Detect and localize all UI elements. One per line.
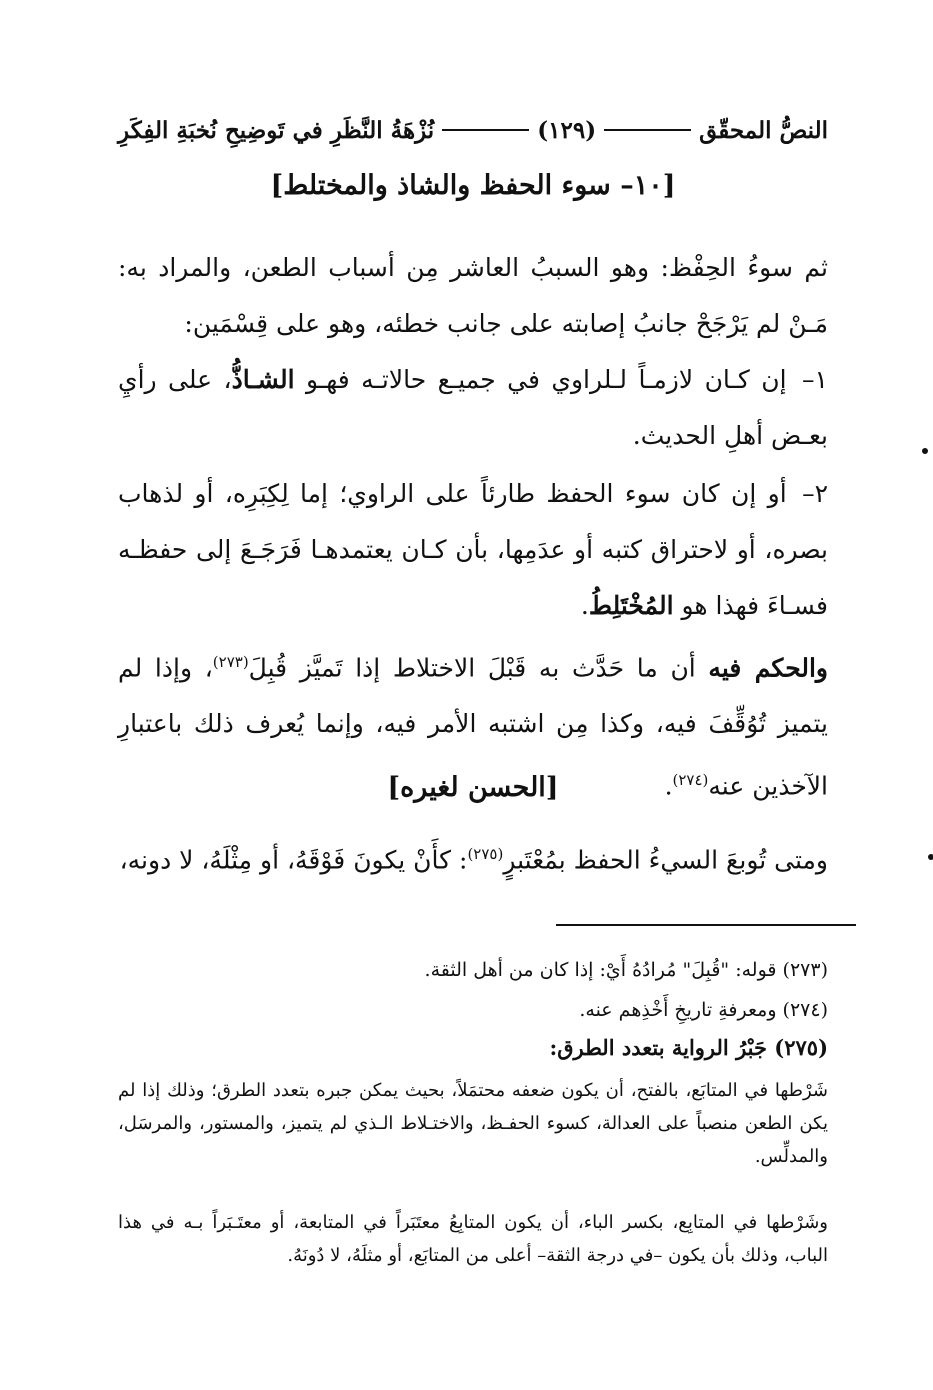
list-number: ٢– xyxy=(802,479,828,508)
footnote-note: شَرْطها في المتابَع، بالفتح، أن يكون ضعفه محتمَلاً، بحيث يمكن جبره بتعدد الطرق؛ وذلك إذا لم يكن الطعن منصباً على العدالة، كسوء الحفـظ، والاختـلاط الـذي لم يتميز، والمستور، والمرسَل، والمدلِّس. xyxy=(118,1080,828,1167)
list-item xyxy=(118,466,828,634)
section-heading: [١٠– سوء الحفظ والشاذ والمختلط] xyxy=(270,170,676,201)
footnote-note: وشَرْطها في المتابِع، بكسر الباء، أن يكون المتابِعُ معتَبَراً في المتابعة، أو معتَـبَراً بـه في هذا الباب، وذلك بأن يكون –في درجة الثقة– أعلى من المتابَع، أو مثلَهُ، لا دُونَهُ. xyxy=(118,1212,828,1266)
scan-mark xyxy=(928,854,933,860)
text-run: ، على رأيِ بعـض أهلِ الحديث. xyxy=(118,365,828,450)
text-run: ومتى تُوبعَ السيءُ الحفظ بمُعْتَبرٍ xyxy=(503,845,828,875)
text-run: : كأَنْ يكونَ فَوْقَهُ، أو مِثْلَهُ، لا دونه، xyxy=(119,845,468,875)
text-run: . xyxy=(664,771,673,801)
section-heading: [الحسن لغيره] xyxy=(387,772,559,803)
footnote-heading: (٢٧٥) جَبْرُ الرواية بتعدد الطرق: xyxy=(549,1035,828,1060)
bold-term: والحكم فيه xyxy=(708,653,828,683)
footnote: (٢٧٤) ومعرفةِ تاريخِ أَخْذِهم عنه. xyxy=(579,999,828,1021)
header-book-title: نُزْهَةُ النَّظَرِ في تَوضِيحِ نُخبَةِ الفِكَرِ xyxy=(118,116,435,144)
scan-mark xyxy=(922,448,928,454)
footnote-ref[interactable]: (٢٧٣) xyxy=(212,653,249,671)
bold-term: الشـاذُّ xyxy=(231,365,295,394)
text-run: أو إن كان سوء الحفظ طارئاً على الراوي؛ إما لِكِبَرِه، أو لذهاب بصره، أو لاحتراق كتبه أو عدَمِها، بأن كـان يعتمدهـا فَرَجَـعَ إلى حفظـه فسـاءَ فهذا هو xyxy=(118,479,828,620)
running-header xyxy=(118,110,828,150)
footnote-ref[interactable]: (٢٧٤) xyxy=(672,771,709,790)
bold-term: المُخْتَلِطُ xyxy=(588,591,674,620)
header-rule xyxy=(604,129,691,131)
paragraph xyxy=(118,826,828,888)
text-run: . xyxy=(580,591,589,620)
footnote-separator xyxy=(556,924,856,926)
page-number: (١٢٩) xyxy=(537,116,597,144)
text-run: ، وإذا لم يتميز تُوُقِّفَ فيه، وكذا مِن اشتبه الأمر فيه، وإنما يُعرف ذلك باعتبارِ الآخذين عنه xyxy=(118,653,828,801)
paragraph: ثم سوءُ الحِفْظ: وهو السببُ العاشر مِن أسباب الطعن، والمراد به: مَـنْ لم يَرْجَحْ جانبُ إصابته على جانب خطئه، وهو على قِسْمَين: xyxy=(118,253,828,338)
header-rule xyxy=(442,129,529,131)
list-number: ١– xyxy=(802,365,828,394)
footnote: (٢٧٣) قوله: "قُبِلَ" مُرادُهُ أَيْ: إذا كان من أهل الثقة. xyxy=(424,959,828,981)
text-run: أن ما حَدَّث به قَبْلَ الاختلاط إذا تَميَّز قُبِلَ xyxy=(248,653,709,683)
footnote-ref[interactable]: (٢٧٥) xyxy=(467,845,504,863)
list-item xyxy=(118,352,828,464)
header-left-title: النصُّ المحقّق xyxy=(699,116,828,144)
text-run: إن كـان لازمـاً لـلراوي في جميـع حالاتـه فهـو xyxy=(294,365,787,394)
